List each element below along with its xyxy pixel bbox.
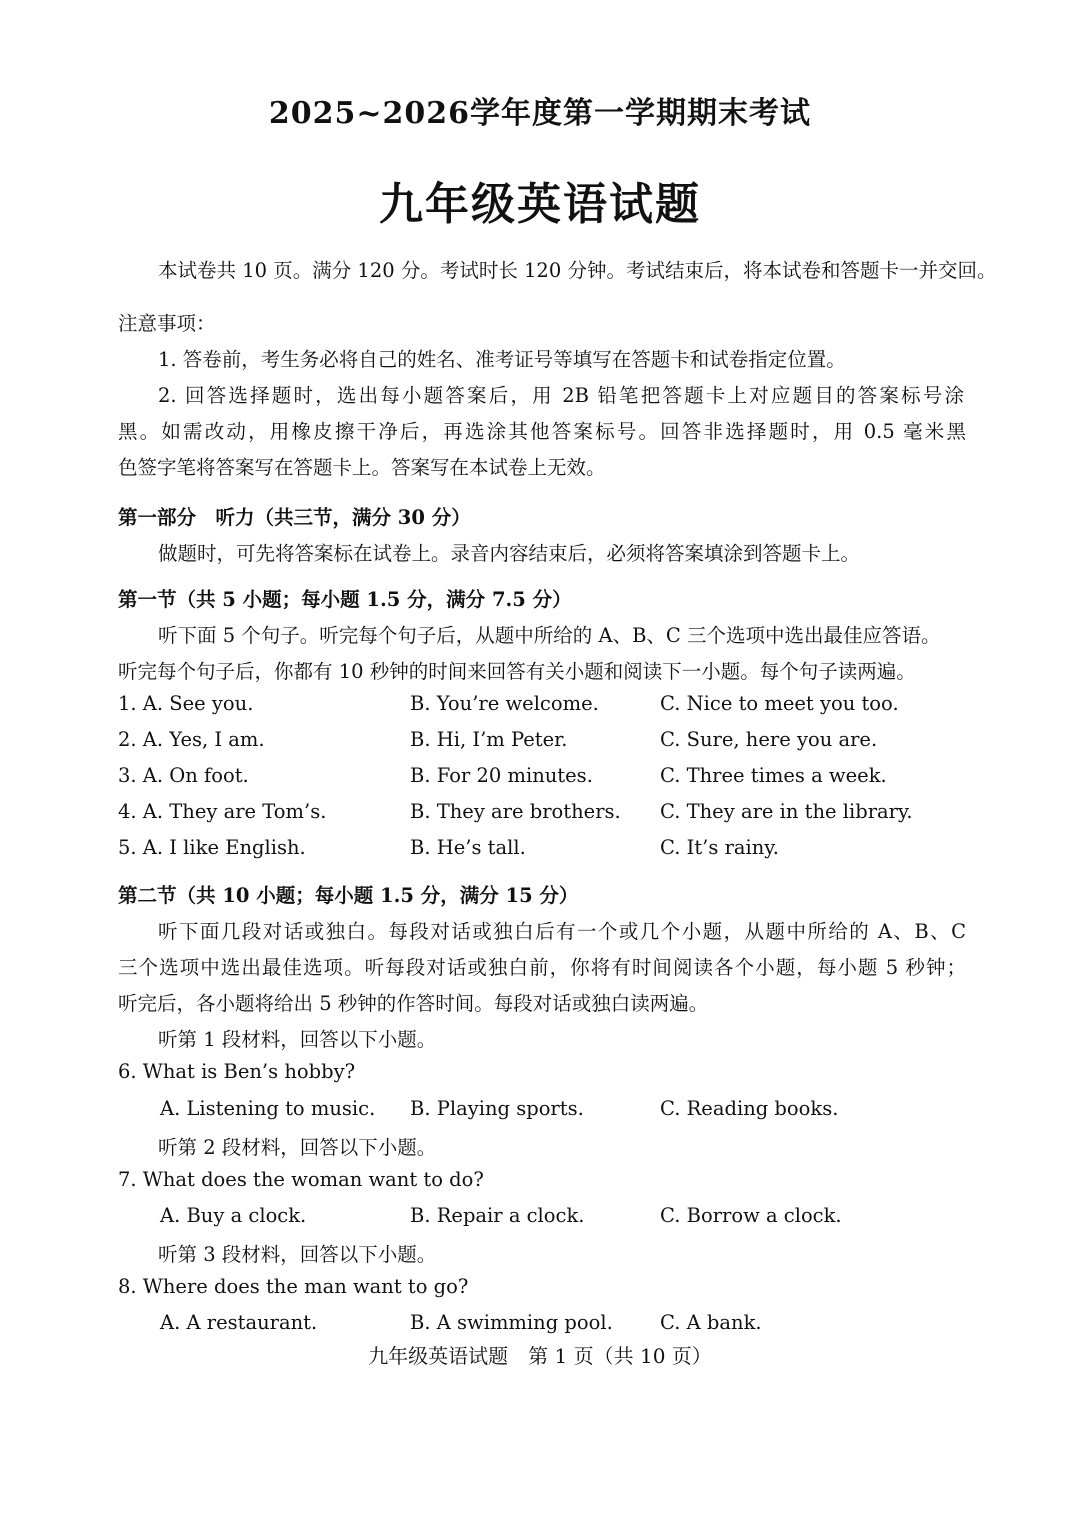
notes-item-2-line2: 黑。如需改动，用橡皮擦干净后，再选涂其他答案标号。回答非选择题时，用 0.5 毫米黑 xyxy=(118,420,966,443)
q8-option-a: A. A restaurant. xyxy=(160,1311,318,1334)
q2-option-b: B. Hi, I’m Peter. xyxy=(410,728,568,751)
section1-instruction-line1: 听下面 5 个句子。听完每个句子后，从题中所给的 A、B、C 三个选项中选出最佳应答语。 xyxy=(158,624,941,647)
q6-option-a: A. Listening to music. xyxy=(160,1097,376,1120)
exam-title: 2025~2026学年度第一学期期末考试 xyxy=(268,96,812,131)
q5-option-b: B. He’s tall. xyxy=(410,836,526,859)
passage2-lead: 听第 2 段材料，回答以下小题。 xyxy=(158,1136,437,1159)
q6-option-b: B. Playing sports. xyxy=(410,1097,584,1120)
q8-question: 8. Where does the man want to go? xyxy=(118,1275,469,1298)
q1-option-a: 1. A. See you. xyxy=(118,692,254,715)
notes-item-2-line1: 2. 回答选择题时，选出每小题答案后，用 2B 铅笔把答题卡上对应题目的答案标号涂 xyxy=(158,384,964,407)
section2-instruction-line1: 听下面几段对话或独白。每段对话或独白后有一个或几个小题，从题中所给的 A、B、C xyxy=(158,920,967,943)
q2-option-a: 2. A. Yes, I am. xyxy=(118,728,265,751)
q4-option-a: 4. A. They are Tom’s. xyxy=(118,800,327,823)
page-footer: 九年级英语试题 第 1 页（共 10 页） xyxy=(368,1344,712,1368)
q3-option-a: 3. A. On foot. xyxy=(118,764,249,787)
q7-option-b: B. Repair a clock. xyxy=(410,1204,585,1227)
q6-question: 6. What is Ben’s hobby? xyxy=(118,1060,356,1083)
passage1-lead: 听第 1 段材料，回答以下小题。 xyxy=(158,1028,437,1051)
section2-instruction-line2: 三个选项中选出最佳选项。听每段对话或独白前，你将有时间阅读各个小题，每小题 5 秒钟； xyxy=(118,956,966,979)
q5-option-c: C. It’s rainy. xyxy=(660,836,779,859)
q7-option-a: A. Buy a clock. xyxy=(160,1204,307,1227)
passage3-lead: 听第 3 段材料，回答以下小题。 xyxy=(158,1243,437,1266)
part1-heading: 第一部分 听力（共三节，满分 30 分） xyxy=(118,506,471,529)
part1-instruction: 做题时，可先将答案标在试卷上。录音内容结束后，必须将答案填涂到答题卡上。 xyxy=(158,542,861,565)
q4-option-c: C. They are in the library. xyxy=(660,800,913,823)
section2-heading: 第二节（共 10 小题；每小题 1.5 分，满分 15 分） xyxy=(118,884,579,907)
q8-option-b: B. A swimming pool. xyxy=(410,1311,613,1334)
q7-option-c: C. Borrow a clock. xyxy=(660,1204,842,1227)
q6-option-c: C. Reading books. xyxy=(660,1097,839,1120)
q3-option-b: B. For 20 minutes. xyxy=(410,764,593,787)
section1-heading: 第一节（共 5 小题；每小题 1.5 分，满分 7.5 分） xyxy=(118,588,572,611)
q1-option-c: C. Nice to meet you too. xyxy=(660,692,899,715)
notes-item-1: 1. 答卷前，考生务必将自己的姓名、准考证号等填写在答题卡和试卷指定位置。 xyxy=(158,348,846,371)
section1-instruction-line2: 听完每个句子后，你都有 10 秒钟的时间来回答有关小题和阅读下一小题。每个句子读两遍。 xyxy=(118,660,916,683)
subject-title: 九年级英语试题 xyxy=(379,179,701,230)
q5-option-a: 5. A. I like English. xyxy=(118,836,306,859)
section2-instruction-line3: 听完后，各小题将给出 5 秒钟的作答时间。每段对话或独白读两遍。 xyxy=(118,992,709,1015)
q7-question: 7. What does the woman want to do? xyxy=(118,1168,484,1191)
q1-option-b: B. You’re welcome. xyxy=(410,692,599,715)
q3-option-c: C. Three times a week. xyxy=(660,764,887,787)
q8-option-c: C. A bank. xyxy=(660,1311,762,1334)
q4-option-b: B. They are brothers. xyxy=(410,800,621,823)
q2-option-c: C. Sure, here you are. xyxy=(660,728,878,751)
intro-text: 本试卷共 10 页。满分 120 分。考试时长 120 分钟。考试结束后，将本试卷和答题卡一并交回。 xyxy=(158,259,997,282)
notes-heading: 注意事项： xyxy=(118,312,216,335)
notes-item-2-line3: 色签字笔将答案写在答题卡上。答案写在本试卷上无效。 xyxy=(118,456,606,479)
